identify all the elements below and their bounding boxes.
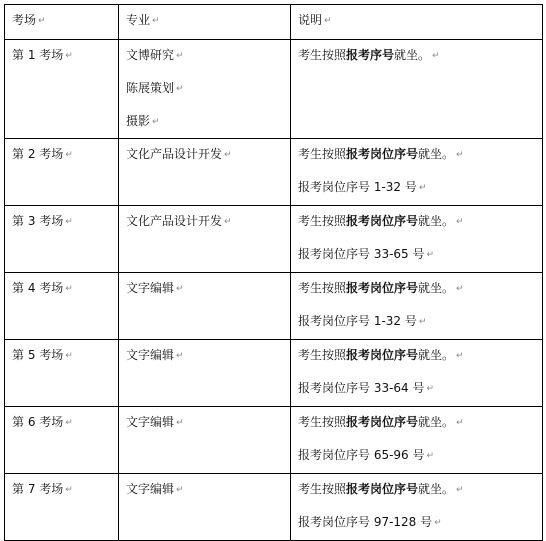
major-line — [126, 214, 290, 228]
note-cell-content — [291, 273, 542, 328]
paragraph-mark-icon: ↵ — [456, 150, 464, 160]
major-label: 文字编辑 — [126, 348, 175, 362]
major-line — [126, 48, 290, 62]
major-cell — [119, 340, 291, 407]
major-label: 文博研究 — [126, 48, 175, 62]
room-label: 第 6 考场 — [12, 415, 64, 429]
note-line — [298, 214, 542, 228]
note-emphasis: 报考岗位序号 — [346, 281, 419, 295]
note-line — [298, 48, 542, 62]
note-cell-content — [291, 40, 542, 62]
room-line — [12, 415, 118, 429]
paragraph-mark-icon: ↵ — [176, 351, 184, 361]
major-cell-content — [119, 139, 290, 161]
paragraph-mark-icon: ↵ — [176, 84, 184, 94]
note-cell-content — [291, 340, 542, 395]
note-suffix: 就坐。 — [418, 482, 455, 496]
major-line — [126, 114, 290, 128]
room-line — [12, 48, 118, 62]
note-suffix: 就坐。 — [394, 48, 431, 62]
paragraph-mark-icon: ↵ — [65, 485, 73, 495]
paragraph-mark-icon: ↵ — [224, 217, 232, 227]
note-prefix: 考生按照 — [298, 415, 347, 429]
room-cell-content — [5, 273, 118, 295]
room-label: 第 3 考场 — [12, 214, 64, 228]
major-line — [126, 415, 290, 429]
exam-room-table — [4, 4, 543, 541]
note-cell-content — [291, 474, 542, 529]
note-line — [298, 415, 542, 429]
room-cell-content — [5, 206, 118, 228]
header-cell-major — [119, 5, 291, 40]
seat-range: 报考岗位序号 65-96 号 — [298, 448, 425, 462]
paragraph-mark-icon: ↵ — [456, 217, 464, 227]
note-prefix: 考生按照 — [298, 48, 347, 62]
room-label: 第 5 考场 — [12, 348, 64, 362]
major-cell-content — [119, 273, 290, 295]
header-label-note: 说明 — [298, 13, 323, 27]
paragraph-mark-icon: ↵ — [38, 16, 46, 26]
room-line — [12, 482, 118, 496]
seat-range: 报考岗位序号 97-128 号 — [298, 515, 433, 529]
table-row — [5, 474, 543, 541]
range-line — [298, 381, 542, 395]
major-line — [126, 81, 290, 95]
note-suffix: 就坐。 — [418, 214, 455, 228]
note-cell — [291, 139, 543, 206]
paragraph-mark-icon: ↵ — [65, 217, 73, 227]
paragraph-mark-icon: ↵ — [426, 451, 435, 461]
note-emphasis: 报考岗位序号 — [346, 415, 419, 429]
note-cell — [291, 407, 543, 474]
paragraph-mark-icon: ↵ — [456, 485, 464, 495]
room-line — [12, 281, 118, 295]
header-cell-note — [291, 5, 543, 40]
paragraph-mark-icon: ↵ — [65, 351, 73, 361]
major-cell-content — [119, 474, 290, 496]
paragraph-mark-icon: ↵ — [434, 518, 442, 528]
note-cell — [291, 340, 543, 407]
note-cell-content — [291, 139, 542, 194]
paragraph-mark-icon: ↵ — [176, 418, 184, 428]
note-suffix: 就坐。 — [418, 281, 455, 295]
paragraph-mark-icon: ↵ — [456, 351, 464, 361]
paragraph-mark-icon: ↵ — [418, 183, 427, 193]
paragraph-mark-icon: ↵ — [176, 485, 184, 495]
major-label: 文字编辑 — [126, 415, 175, 429]
major-cell-content — [119, 340, 290, 362]
major-label: 摄影 — [126, 114, 151, 128]
room-cell — [5, 340, 119, 407]
major-label: 文化产品设计开发 — [126, 147, 223, 161]
room-label: 第 7 考场 — [12, 482, 64, 496]
note-cell — [291, 273, 543, 340]
note-line — [298, 147, 542, 161]
paragraph-mark-icon: ↵ — [418, 317, 427, 327]
seat-range: 报考岗位序号 1-32 号 — [298, 180, 417, 194]
table-body — [5, 5, 543, 541]
note-cell — [291, 206, 543, 273]
header-row — [5, 5, 543, 40]
major-label: 陈展策划 — [126, 81, 175, 95]
major-cell-content — [119, 407, 290, 429]
paragraph-mark-icon: ↵ — [65, 51, 73, 61]
seat-range: 报考岗位序号 33-65 号 — [298, 247, 425, 261]
note-prefix: 考生按照 — [298, 147, 347, 161]
major-cell — [119, 206, 291, 273]
range-line — [298, 247, 542, 261]
room-cell-content — [5, 340, 118, 362]
header-label-major: 专业 — [126, 13, 151, 27]
major-cell-content — [119, 206, 290, 228]
note-line — [298, 348, 542, 362]
major-label: 文字编辑 — [126, 281, 175, 295]
room-line — [12, 348, 118, 362]
paragraph-mark-icon: ↵ — [152, 16, 160, 26]
table-row — [5, 407, 543, 474]
range-line — [298, 448, 542, 462]
paragraph-mark-icon: ↵ — [456, 284, 464, 294]
major-cell — [119, 273, 291, 340]
paragraph-mark-icon: ↵ — [324, 16, 332, 26]
room-cell — [5, 40, 119, 139]
table-row — [5, 206, 543, 273]
note-emphasis: 报考岗位序号 — [346, 214, 419, 228]
note-line — [298, 281, 542, 295]
room-line — [12, 147, 118, 161]
room-label: 第 1 考场 — [12, 48, 64, 62]
seat-range: 报考岗位序号 1-32 号 — [298, 314, 417, 328]
range-line — [298, 180, 542, 194]
seat-range: 报考岗位序号 33-64 号 — [298, 381, 425, 395]
paragraph-mark-icon: ↵ — [426, 384, 435, 394]
room-cell — [5, 206, 119, 273]
room-line — [12, 214, 118, 228]
note-emphasis: 报考岗位序号 — [346, 348, 419, 362]
table-row — [5, 340, 543, 407]
room-cell — [5, 139, 119, 206]
range-line — [298, 314, 542, 328]
note-prefix: 考生按照 — [298, 214, 347, 228]
paragraph-mark-icon: ↵ — [176, 284, 184, 294]
note-cell — [291, 40, 543, 139]
note-suffix: 就坐。 — [418, 348, 455, 362]
major-label: 文化产品设计开发 — [126, 214, 223, 228]
header-cell-room — [5, 5, 119, 40]
room-cell-content — [5, 407, 118, 429]
major-line — [126, 281, 290, 295]
paragraph-mark-icon: ↵ — [65, 284, 73, 294]
paragraph-mark-icon: ↵ — [432, 51, 440, 61]
major-line — [126, 147, 290, 161]
note-emphasis: 报考岗位序号 — [346, 147, 419, 161]
note-cell — [291, 474, 543, 541]
note-prefix: 考生按照 — [298, 348, 347, 362]
paragraph-mark-icon: ↵ — [176, 51, 184, 61]
room-cell-content — [5, 139, 118, 161]
note-suffix: 就坐。 — [418, 147, 455, 161]
note-cell-content — [291, 407, 542, 462]
note-prefix: 考生按照 — [298, 281, 347, 295]
paragraph-mark-icon: ↵ — [152, 117, 160, 127]
note-line — [298, 482, 542, 496]
room-cell — [5, 407, 119, 474]
paragraph-mark-icon: ↵ — [224, 150, 232, 160]
note-suffix: 就坐。 — [418, 415, 455, 429]
note-cell-content — [291, 206, 542, 261]
table-row — [5, 139, 543, 206]
room-label: 第 4 考场 — [12, 281, 64, 295]
room-cell — [5, 273, 119, 340]
paragraph-mark-icon: ↵ — [65, 150, 73, 160]
major-line — [126, 348, 290, 362]
paragraph-mark-icon: ↵ — [426, 250, 435, 260]
table-row — [5, 40, 543, 139]
major-cell — [119, 139, 291, 206]
paragraph-mark-icon: ↵ — [65, 418, 73, 428]
room-cell-content — [5, 474, 118, 496]
range-line — [298, 515, 542, 529]
major-label: 文字编辑 — [126, 482, 175, 496]
paragraph-mark-icon: ↵ — [456, 418, 464, 428]
room-label: 第 2 考场 — [12, 147, 64, 161]
major-cell — [119, 40, 291, 139]
room-cell — [5, 474, 119, 541]
header-label-room: 考场 — [12, 13, 37, 27]
major-cell — [119, 407, 291, 474]
note-emphasis: 报考岗位序号 — [346, 482, 419, 496]
note-emphasis: 报考序号 — [346, 48, 395, 62]
table-row — [5, 273, 543, 340]
major-line — [126, 482, 290, 496]
note-prefix: 考生按照 — [298, 482, 347, 496]
room-cell-content — [5, 40, 118, 62]
major-cell — [119, 474, 291, 541]
major-cell-content — [119, 40, 290, 128]
